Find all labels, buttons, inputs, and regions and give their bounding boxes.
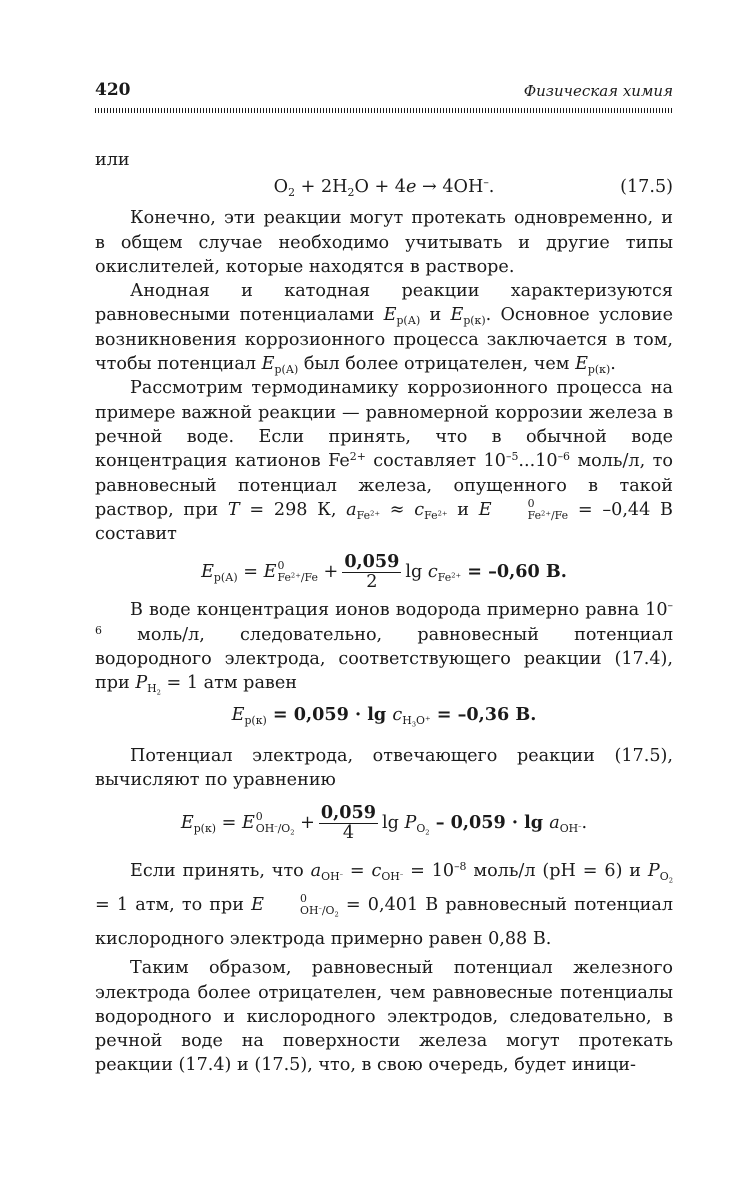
paragraph-6: Если принять, что $a_{OH^-} = c_{OH^-} = 10^{-8}$ моль/л (pH = 6) и $P_{O_2} = 1$ атм, то при E 0 $OH^-/O_2$ = 0,401 В равновесный потенциал кислородного электрода примерно равен 0,88 В. [95, 860, 674, 950]
running-title: Физическая химия [523, 82, 673, 100]
fraction: $\frac{0,059}{2}$ [344, 551, 400, 592]
body-text [95, 148, 673, 1078]
paragraph-5: Потенциал электрода, отвечающего реакции (17.5), вычисляют по уравнению [95, 745, 673, 790]
paragraph-4: В воде концентрация ионов водорода примерно равна $10^{-6}$ моль/л, следовательно, равновесный потенциал водородного электрода, соответствующего реакции (17.4), при $P_{H_2} = 1$ атм равен [95, 599, 673, 697]
equation-number: (17.5) [620, 177, 673, 198]
paragraph-2: Анодная и катодная реакции характеризуются равновесными потенциалами $E_{р(А)}$ и $E_{р(к)}$. Основное условие возникновения коррозионного процесса заключается в том, чтобы потенциал $E_{р(А)}$ был более отрицателен, чем $E_{р(к)}$. [95, 281, 673, 376]
equation-hydrogen-potential: $E_{р(к)} = 0,059 \cdot \lg c_{H_3O^+} = -0,36$ В. [231, 704, 537, 729]
paragraph-1: Конечно, эти реакции могут протекать одновременно, и в общем случае необходимо учитывать и другие типы окислителей, которые находятся в растворе. [95, 208, 673, 277]
fraction: $\frac{0,059}{4}$ [320, 802, 376, 843]
equation-17-5 [95, 172, 673, 202]
page-number: 420 [95, 80, 131, 100]
equation-oxygen-potential: $E_{р(к)} = E$ 0 $OH^-/O_2$ + $\frac{0,059}{4}$ $\lg P_{O_2} - 0,059 \cdot \lg a_{OH^-}$. [180, 802, 588, 843]
paragraph-7: Таким образом, равновесный потенциал железного электрода более отрицателен, чем равновесные потенциалы водородного и кислородного электродов, следовательно, в речной воде на поверхности железа могут протекать реакции (17.4) и (17.5), что, в свою очередь, будет иници- [95, 958, 673, 1076]
paragraph-3: Рассмотрим термодинамику коррозионного процесса на примере важной реакции — равномерной коррозии железа в речной воде. Если принять, что в обычной воде концентрация катионов $Fe^{2+}$ составляет $10^{-5}...10^{-6}$ моль/л, то равновесный потенциал железа, опущенного в такой раствор, при T = 298 К, $a_{Fe^{2+}} \approx c_{Fe^{2+}}$ и E 0 $Fe^{2+}/Fe$ = –0,44 В составит [95, 378, 673, 545]
equation-iron-potential: $E_{р(А)} = E$ 0 $Fe^{2+}/Fe$ + $\frac{0,059}{2}$ $\lg c_{Fe^{2+}} = -0,60$ В. [201, 551, 567, 592]
equation-17-5-body: $O_2 + 2H_2O + 4e \to 4OH^-$. [273, 176, 495, 199]
page-header [95, 80, 673, 106]
header-rule [95, 108, 673, 113]
text-line-or: или [95, 150, 130, 170]
